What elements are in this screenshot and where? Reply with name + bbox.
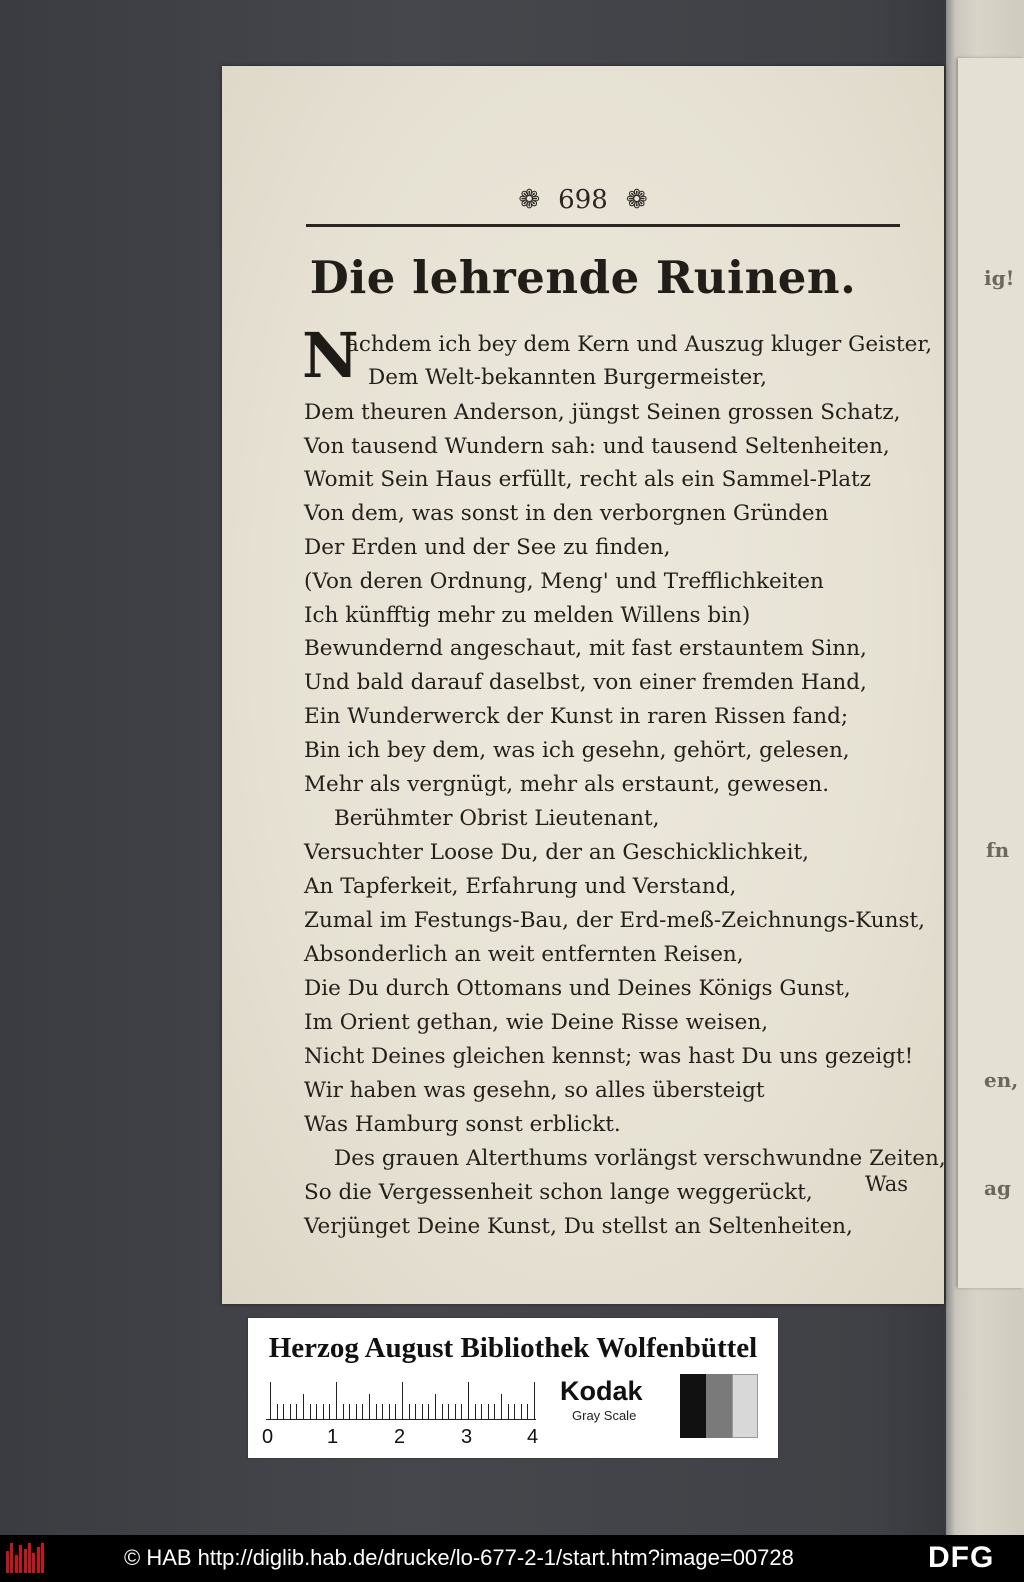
ruler-tick — [435, 1394, 436, 1420]
neighbor-page — [958, 58, 1024, 1288]
ruler-tick — [389, 1404, 390, 1420]
ruler-number: 1 — [327, 1426, 339, 1448]
ruler-tick — [356, 1404, 357, 1420]
poem-line: Absonderlich an weit entfernten Reisen, — [304, 942, 744, 967]
logo-bar — [37, 1547, 40, 1573]
poem-line: Verjünget Deine Kunst, Du stellst an Seltenheiten, — [304, 1214, 853, 1239]
poem-line: Und bald darauf daselbst, von einer fremden Hand, — [304, 670, 867, 695]
poem-line: Dem Welt-bekannten Burgermeister, — [368, 365, 767, 390]
gray-swatch-black — [680, 1374, 706, 1438]
poem-line: So die Vergessenheit schon lange weggerückt, — [304, 1180, 813, 1205]
poem-line: Wir haben was gesehn, so alles übersteigt — [304, 1078, 765, 1103]
poem-line: An Tapferkeit, Erfahrung und Verstand, — [304, 874, 737, 899]
ruler-tick — [534, 1382, 535, 1420]
ruler-tick — [329, 1404, 330, 1420]
header-rule — [306, 224, 900, 227]
ruler-tick — [310, 1404, 311, 1420]
ruler-tick — [481, 1404, 482, 1420]
ruler-number: 2 — [394, 1426, 406, 1448]
institution-label: Herzog August Bibliothek Wolfenbüttel — [268, 1332, 758, 1364]
ruler-tick — [455, 1404, 456, 1420]
dfg-logo: DFG — [928, 1541, 995, 1574]
ruler-tick — [409, 1404, 410, 1420]
hab-logo-icon — [6, 1543, 46, 1573]
ruler-tick — [362, 1404, 363, 1420]
poem-line: Womit Sein Haus erfüllt, recht als ein Sammel-Platz — [304, 467, 871, 492]
poem-line: achdem ich bey dem Kern und Auszug kluger Geister, — [346, 332, 933, 357]
gray-swatch-mid — [706, 1374, 732, 1438]
ruler-tick — [323, 1404, 324, 1420]
catchword: Was — [864, 1172, 908, 1196]
ruler-tick — [494, 1404, 495, 1420]
poem-line: Des grauen Alterthums vorlängst verschwundne Zeiten, — [334, 1146, 946, 1171]
page-header — [222, 184, 944, 215]
ruler-tick — [343, 1404, 344, 1420]
poem-line: Zumal im Festungs-Bau, der Erd-meß-Zeichnungs-Kunst, — [304, 908, 925, 933]
ruler-tick — [428, 1404, 429, 1420]
ornament-icon: ❁ — [625, 185, 648, 215]
ruler-tick — [303, 1394, 304, 1420]
footer-bar — [0, 1535, 1024, 1582]
ruler-tick — [501, 1394, 502, 1420]
poem-line: Bewundernd angeschaut, mit fast erstauntem Sinn, — [304, 636, 867, 661]
poem-line: Versuchter Loose Du, der an Geschicklichkeit, — [304, 840, 809, 865]
poem-line: Der Erden und der See zu finden, — [304, 535, 671, 560]
neighbor-fragment: fn — [986, 838, 1010, 862]
ruler-tick — [514, 1404, 515, 1420]
poem-line: (Von deren Ordnung, Meng' und Trefflichkeiten — [304, 569, 824, 594]
ruler-tick — [488, 1404, 489, 1420]
ruler-tick — [349, 1404, 350, 1420]
logo-bar — [32, 1553, 35, 1573]
logo-bar — [10, 1543, 13, 1573]
poem-line: Dem theuren Anderson, jüngst Seinen grossen Schatz, — [304, 400, 901, 425]
poem-line: Im Orient gethan, wie Deine Risse weisen, — [304, 1010, 769, 1035]
ruler-tick — [422, 1404, 423, 1420]
gray-scale-label: Gray Scale — [572, 1408, 637, 1423]
drop-cap: N — [302, 319, 359, 392]
source-credit: © HAB http://diglib.hab.de/drucke/lo-677-2-1/start.htm?image=00728 — [124, 1545, 794, 1570]
ruler-tick — [521, 1404, 522, 1420]
ruler-tick — [290, 1404, 291, 1420]
ruler-number: 0 — [262, 1426, 274, 1448]
ruler-tick — [277, 1404, 278, 1420]
ruler-tick — [402, 1382, 403, 1420]
neighbor-fragment: en, — [984, 1068, 1019, 1092]
ruler-baseline — [266, 1419, 536, 1420]
poem-line: Ein Wunderwerck der Kunst in raren Rissen fand; — [304, 704, 849, 729]
ruler-tick — [376, 1404, 377, 1420]
kodak-logo: Kodak — [560, 1376, 643, 1406]
ruler-tick — [369, 1394, 370, 1420]
ruler-tick — [316, 1404, 317, 1420]
poem-line: Mehr als vergnügt, mehr als erstaunt, gewesen. — [304, 772, 830, 797]
poem-line: Ich künfftig mehr zu melden Willens bin) — [304, 603, 751, 628]
ruler-tick — [395, 1404, 396, 1420]
poem-line: Die Du durch Ottomans und Deines Königs Gunst, — [304, 976, 851, 1001]
poem-line: Bin ich bey dem, was ich gesehn, gehört, gelesen, — [304, 738, 850, 763]
ruler-tick — [448, 1404, 449, 1420]
ruler-tick — [415, 1404, 416, 1420]
poem-line: Was Hamburg sonst erblickt. — [304, 1112, 621, 1137]
ornament-icon: ❁ — [518, 185, 541, 215]
poem-line: Von tausend Wundern sah: und tausend Seltenheiten, — [304, 434, 890, 459]
poem-line: Nicht Deines gleichen kennst; was hast Du uns gezeigt! — [304, 1044, 914, 1069]
neighbor-fragment: ag — [984, 1176, 1011, 1200]
neighbor-fragment: ig! — [984, 266, 1015, 290]
ruler-tick — [461, 1404, 462, 1420]
ruler-scale — [266, 1380, 536, 1420]
ruler-tick — [475, 1404, 476, 1420]
poem-line: Von dem, was sonst in den verborgnen Gründen — [304, 501, 829, 526]
ruler-tick — [468, 1382, 469, 1420]
ruler-tick — [283, 1404, 284, 1420]
ruler-number: 4 — [527, 1426, 539, 1448]
book-page — [222, 66, 944, 1304]
ruler-tick — [527, 1404, 528, 1420]
ruler-number: 3 — [461, 1426, 473, 1448]
gray-swatch-light — [732, 1374, 758, 1438]
page-title: Die lehrende Ruinen. — [309, 251, 857, 304]
logo-bar — [41, 1543, 44, 1573]
ruler-tick — [336, 1382, 337, 1420]
poem-line: Berühmter Obrist Lieutenant, — [334, 806, 660, 831]
logo-bar — [6, 1551, 9, 1573]
page-number: 698 — [558, 185, 608, 215]
ruler-tick — [296, 1404, 297, 1420]
ruler-tick — [508, 1404, 509, 1420]
logo-bar — [28, 1543, 31, 1573]
logo-bar — [19, 1545, 22, 1573]
logo-bar — [24, 1549, 27, 1573]
ruler-tick — [382, 1404, 383, 1420]
ruler-tick — [442, 1404, 443, 1420]
logo-bar — [15, 1555, 18, 1573]
ruler-tick — [270, 1382, 271, 1420]
color-scale-card — [248, 1318, 778, 1458]
